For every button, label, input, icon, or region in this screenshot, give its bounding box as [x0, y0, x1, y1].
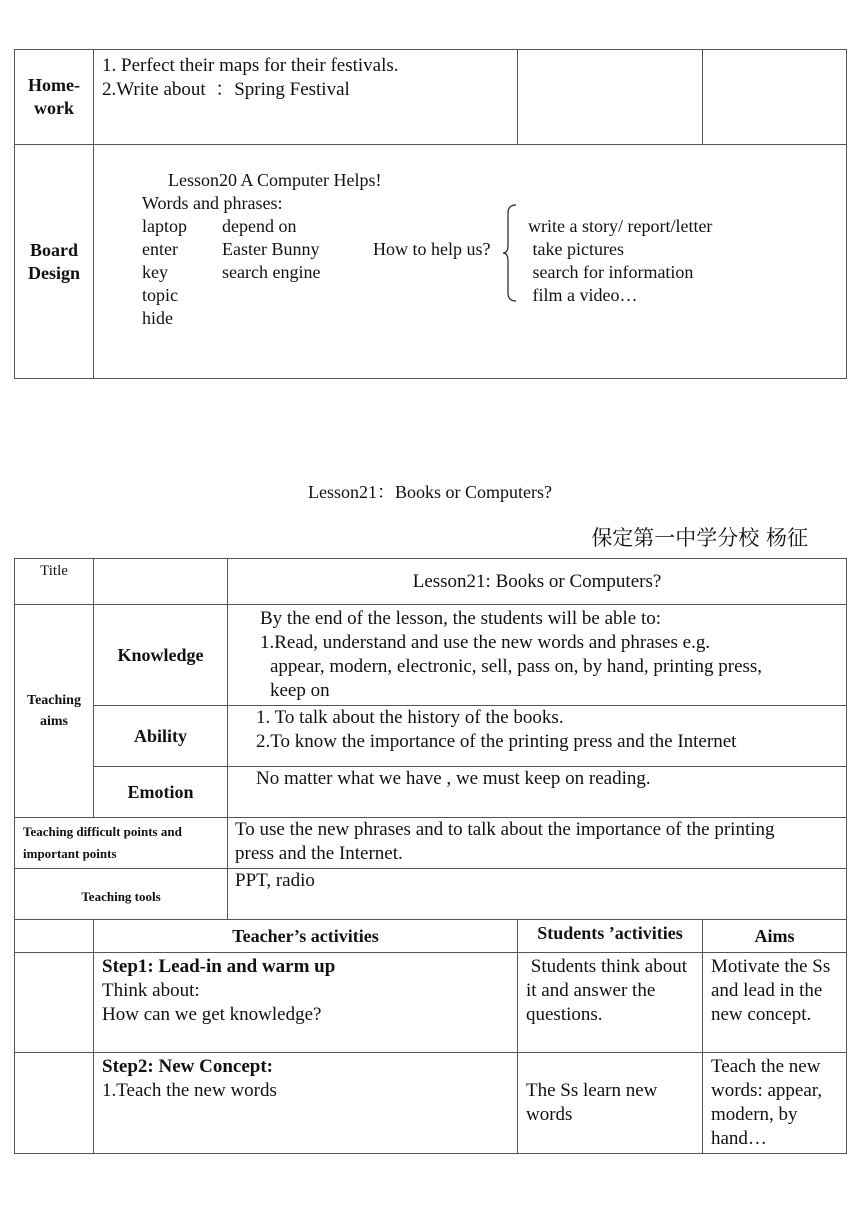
homework-content	[94, 50, 518, 145]
author-line: 保定第一中学分校 杨征	[591, 526, 808, 550]
ability-line: 2.To know the importance of the printing press and the Internet	[256, 731, 737, 752]
knowledge-line: appear, modern, electronic, sell, pass on, by hand, printing press,	[270, 656, 763, 677]
difficult-content	[228, 818, 847, 869]
tools-text: PPT, radio	[235, 870, 315, 891]
board-title: Lesson20 A Computer Helps!	[168, 170, 382, 190]
title-value	[228, 559, 847, 605]
board-answer: take pictures	[528, 239, 624, 259]
board-answer: film a video…	[528, 285, 638, 305]
step-aims-cell	[703, 953, 847, 1053]
lesson-plan-table	[14, 558, 847, 1154]
knowledge-line: By the end of the lesson, the students will be able to:	[260, 608, 662, 629]
step-title: Step1: Lead-in and warm up	[102, 956, 336, 977]
board-answer: write a story/ report/letter	[528, 216, 713, 236]
ability-label	[94, 706, 228, 767]
board-phrase: search engine	[222, 262, 321, 282]
board-word: hide	[142, 308, 173, 328]
step-students-text: The Ss learn new words	[526, 1080, 658, 1125]
knowledge-line: keep on	[270, 680, 330, 701]
homework-empty-cell	[518, 50, 703, 145]
activities-empty-cell	[15, 920, 94, 953]
board-word: enter	[142, 239, 178, 259]
emotion-content	[228, 767, 847, 818]
aims-header	[703, 920, 847, 953]
knowledge-content	[228, 605, 847, 706]
knowledge-label	[94, 605, 228, 706]
step-students-cell	[518, 953, 703, 1053]
homework-line-1: 1. Perfect their maps for their festivals.	[102, 55, 399, 76]
homework-empty-cell	[703, 50, 847, 145]
homework-line-2: 2.Write about ：Spring Festival	[102, 79, 350, 100]
students-activities-header	[518, 920, 703, 953]
step-aims-text: Motivate the Ss and lead in the new concept.	[711, 956, 831, 1025]
step-students-text: Students think about it and answer the questions.	[526, 956, 692, 1025]
step-teacher-cell	[94, 1053, 518, 1154]
emotion-label-text: Emotion	[127, 781, 194, 802]
board-question: How to help us?	[373, 239, 491, 259]
title-value-text: Lesson21: Books or Computers?	[412, 570, 662, 592]
teacher-activities-header-text: Teacher’s activities	[232, 925, 379, 946]
knowledge-label-text: Knowledge	[117, 644, 204, 665]
homework-board-table	[14, 49, 847, 379]
title-empty-cell	[94, 559, 228, 605]
emotion-label	[94, 767, 228, 818]
board-label	[15, 145, 94, 379]
aims-header-text: Aims	[754, 925, 795, 946]
board-phrase: Easter Bunny	[222, 239, 320, 259]
board-word: laptop	[142, 216, 187, 236]
step-line: 1.Teach the new words	[102, 1080, 277, 1101]
step-aims-cell	[703, 1053, 847, 1154]
tools-content	[228, 869, 847, 920]
step-title: Step2: New Concept:	[102, 1056, 273, 1077]
difficult-label	[15, 818, 228, 869]
board-answer: search for information	[528, 262, 694, 282]
step-empty-cell	[15, 1053, 94, 1154]
step-aims-text: Teach the new words: appear, modern, by hand…	[711, 1056, 823, 1149]
curly-brace-icon	[502, 203, 518, 303]
students-activities-header-text: Students ’activities	[537, 923, 683, 943]
board-words-heading: Words and phrases:	[142, 193, 283, 213]
homework-label-text: Home- work	[28, 75, 80, 118]
homework-label	[15, 50, 94, 145]
lesson-heading: Lesson21：Books or Computers?	[308, 482, 552, 502]
knowledge-line: 1.Read, understand and use the new words and phrases e.g.	[260, 632, 711, 653]
board-phrase: depend on	[222, 216, 297, 236]
aims-label-text: Teaching aims	[27, 693, 81, 729]
title-label	[15, 559, 94, 605]
ability-label-text: Ability	[133, 725, 187, 746]
difficult-text: To use the new phrases and to talk about the importance of the printing press and the Internet.	[235, 819, 775, 864]
step-students-cell	[518, 1053, 703, 1154]
tools-label-text: Teaching tools	[81, 889, 161, 904]
board-label-text: Board Design	[27, 239, 80, 283]
title-label-text: Title	[40, 563, 68, 579]
board-word: key	[142, 262, 168, 282]
board-content	[94, 145, 847, 379]
board-word: topic	[142, 285, 178, 305]
emotion-text: No matter what we have , we must keep on reading.	[256, 768, 651, 789]
ability-content	[228, 706, 847, 767]
step-empty-cell	[15, 953, 94, 1053]
difficult-label-text: Teaching difficult points and important points	[23, 824, 182, 861]
step-line: How can we get knowledge?	[102, 1004, 322, 1025]
teacher-activities-header	[94, 920, 518, 953]
aims-label	[15, 605, 94, 818]
step-teacher-cell	[94, 953, 518, 1053]
step-line: Think about:	[102, 980, 200, 1001]
ability-line: 1. To talk about the history of the books.	[256, 707, 564, 728]
tools-label	[15, 869, 228, 920]
